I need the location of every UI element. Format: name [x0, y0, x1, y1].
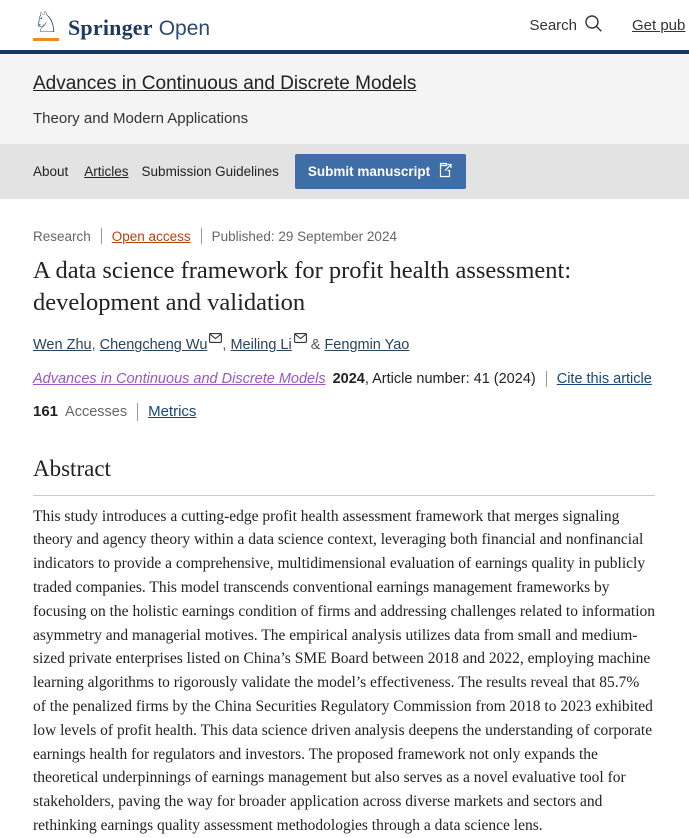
accesses-count: 161: [33, 403, 59, 421]
springer-open-logo[interactable]: [33, 9, 210, 41]
published-date: Published: 29 September 2024: [211, 228, 397, 244]
meta-separator: [101, 228, 102, 244]
abstract-text: This study introduces a cutting-edge profit health assessment framework that merges signaling theory and agency theory within a data science context, leveraging both financial and nonfinancial indicators to provide a comprehensive, multidimensional evaluation of earnings quality in publicly traded companies. This model transcends conventional earnings management frameworks by focusing on the holistic earnings condition of firms and addressing challenges related to information asymmetry and managerial motives. The empirical analysis utilizes data from small and medium-sized private enterprises listed on China’s SME Board between 2018 and 2022, employing machine learning algorithms to rigorously validate the model’s effectiveness. The results reveal that 85.7% of the penalized firms by the China Securities Regulatory Commission from 2018 to 2023 exhibited low levels of profit health. This data science driven analysis deepens the understanding of corporate earnings health for regulators and investors. The proposed framework not only expands the theoretical underpinnings of earnings management but also serves as a novel evaluative tool for stakeholders, paving the way for broader application across diverse markets and sectors and rethinking earnings quality assessment methodologies through a data science lens.: [33, 507, 655, 835]
nav-item-submission-guidelines[interactable]: Submission Guidelines: [141, 164, 279, 179]
citation-article-number: , Article number: 41 (2024): [364, 370, 536, 387]
citation-volume: 2024: [332, 370, 365, 387]
search-icon: [584, 14, 603, 37]
search-link[interactable]: [529, 14, 603, 37]
abstract-section: [33, 456, 655, 838]
submit-manuscript-button[interactable]: [295, 154, 466, 189]
search-label: Search: [529, 16, 577, 34]
journal-header: [0, 54, 689, 144]
journal-nav: [0, 144, 689, 199]
article-meta: [33, 228, 655, 244]
article-type: Research: [33, 228, 91, 244]
author-link[interactable]: Meiling Li: [230, 336, 292, 353]
accesses-label: Accesses: [65, 403, 128, 420]
springer-horse-icon: ♘: [33, 7, 59, 39]
brand-open-text: Open: [158, 17, 211, 40]
metrics-separator: [137, 403, 138, 421]
article-main: [0, 199, 689, 838]
author-link[interactable]: Wen Zhu: [33, 336, 92, 353]
author-separator: ,: [91, 336, 100, 353]
meta-separator: [201, 228, 202, 244]
header-actions: [529, 14, 689, 37]
nav-item-about[interactable]: About: [33, 164, 69, 179]
journal-subtitle: Theory and Modern Applications: [33, 110, 249, 127]
external-document-icon: [438, 162, 453, 181]
author-separator: &: [306, 336, 325, 353]
author-separator: ,: [222, 336, 231, 353]
article-title: A data science framework for profit health assessment: development and validation: [33, 257, 572, 317]
journal-title-link[interactable]: Advances in Continuous and Discrete Models: [33, 73, 417, 94]
email-icon[interactable]: [209, 331, 222, 347]
abstract-divider: [33, 495, 655, 496]
nav-item-articles[interactable]: Articles: [84, 164, 129, 179]
author-list: [33, 337, 655, 353]
metrics-link[interactable]: Metrics: [148, 403, 197, 421]
abstract-heading: Abstract: [33, 455, 111, 481]
citation-journal-link[interactable]: Advances in Continuous and Discrete Models: [33, 370, 326, 387]
author-link[interactable]: Fengmin Yao: [324, 336, 410, 353]
metrics-line: [33, 403, 655, 421]
author-link[interactable]: Chengcheng Wu: [99, 336, 208, 353]
get-published-link[interactable]: Get pub: [632, 16, 686, 34]
cite-this-article-link[interactable]: Cite this article: [556, 370, 652, 387]
site-header: [0, 0, 689, 50]
citation-separator: [546, 371, 547, 387]
email-icon[interactable]: [294, 331, 307, 347]
brand-springer-text: Springer: [68, 15, 153, 40]
submit-manuscript-label: Submit manuscript: [307, 164, 431, 179]
citation-line: [33, 371, 655, 387]
open-access-link[interactable]: Open access: [111, 228, 191, 244]
